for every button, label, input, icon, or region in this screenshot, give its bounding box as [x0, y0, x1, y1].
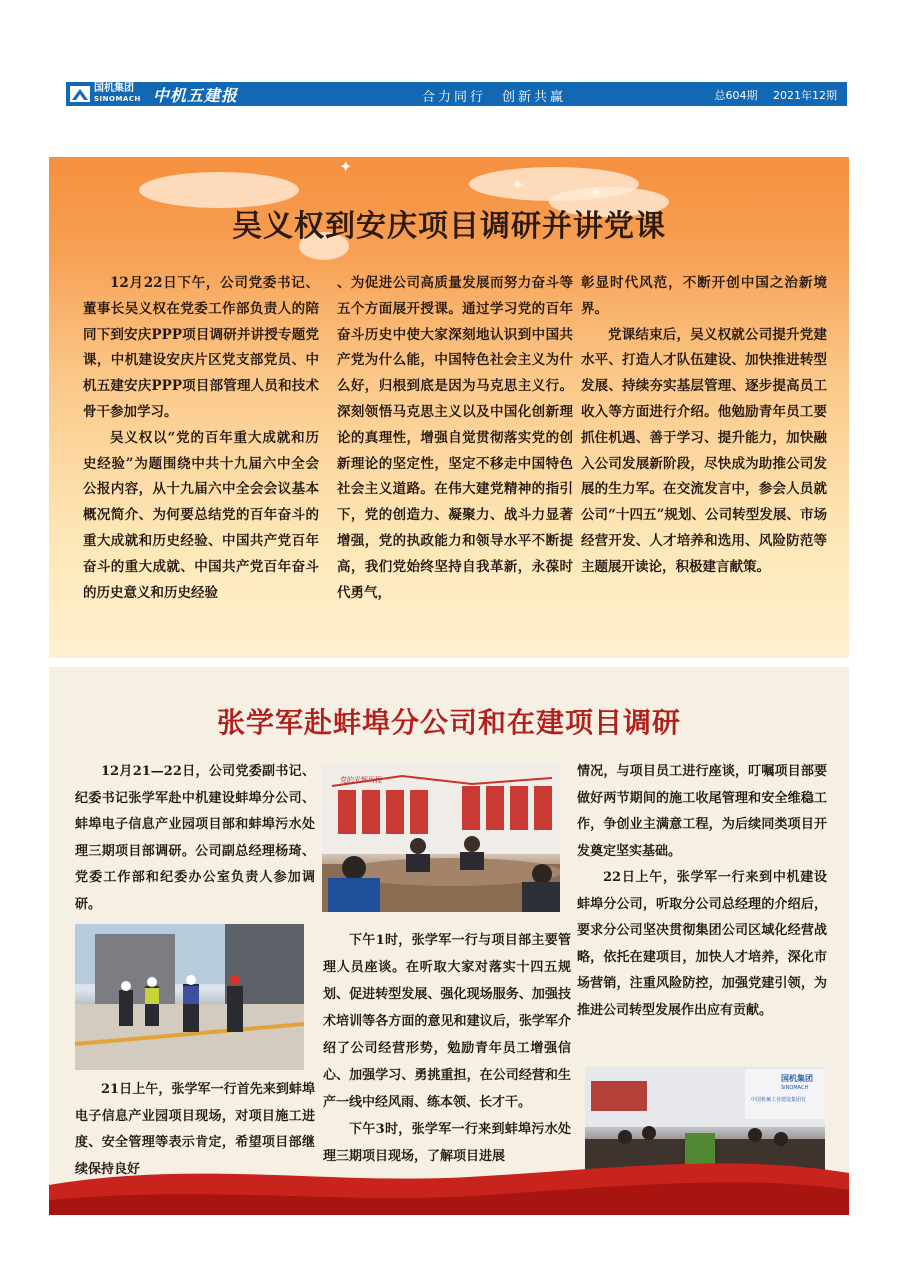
sparkle-icon: ✦	[589, 183, 603, 202]
article-title: 张学军赴蚌埠分公司和在建项目调研	[216, 706, 681, 739]
brand-name	[94, 84, 141, 104]
masthead	[66, 82, 847, 106]
paper-name: 中机五建报	[152, 85, 238, 105]
article-column	[577, 759, 827, 1024]
article-column	[581, 271, 827, 581]
brand-en: SINOMACH	[94, 95, 141, 103]
paragraph: 22日上午，张学军一行来到中机建设蚌埠分公司，听取分公司总经理的介绍后，要求分公司坚决贯彻集团公司区域化经营战略，依托在建项目，加快人才培养，深化市场营销，注重风险防控，加强党建引领，为推进公司转型发展作出应有贡献。	[577, 870, 827, 1018]
sparkle-icon: ✦	[339, 157, 353, 176]
site-visit-photo-image	[75, 924, 304, 1070]
paragraph: 下午1时，张学军一行与项目部主要管理人员座谈。在听取大家对落实十四五规划、促进转型发展、强化现场服务、加强技术培训等各方面的意见和建议后，张学军介绍了公司经营形势，勉励青年员工增强信心、加强学习、勇挑重担，在公司经营和生产一线中经风雨、练本领、长才干。	[323, 933, 571, 1110]
sparkle-icon: ✦	[511, 175, 525, 194]
paragraph: 党课结束后，吴义权就公司提升党建水平、打造人才队伍建设、加快推进转型发展、持续夯实基层管理、逐步提高员工收入等方面进行介绍。他勉励青年员工要抓住机遇、善于学习、提升能力，加快融入公司发展新阶段，尽快成为助推公司发展的生力军。在交流发言中，参会人员就公司“十四五”规划、公司转型发展、市场经营开发、人才培养和选用、风险防范等主题展开读论，积极建言献策。	[581, 326, 827, 575]
wall-sign-logo: 国机集团	[781, 1074, 813, 1083]
article-column	[337, 271, 573, 606]
brand-cn: 国机集团	[94, 83, 134, 94]
paragraph: 、为促进公司高质量发展而努力奋斗等五个方面展开授课。通过学习党的百年奋斗历史中使大家深刻地认识到中国共产党为什么能，中国特色社会主义为什么好，归根到底是因为马克思主义行。深刻领悟马克思主义以及中国化创新理论的真理性，增强自觉贯彻落实党的创新理论的坚定性，坚定不移走中国特色社会主义道路。在伟大建党精神的指引下，党的创造力、凝聚力、战斗力显著增强，党的执政能力和领导水平不断提高，我们党始终坚持自我革新，永葆时代勇气，	[337, 275, 573, 601]
issue-number: 总604期	[714, 89, 758, 102]
paragraph: 下午3时，张学军一行来到蚌埠污水处理三期项目现场，了解项目进展	[323, 1122, 571, 1164]
article-wu-yiquan	[49, 157, 849, 658]
paragraph: 12月21—22日，公司党委副书记、纪委书记张学军赴中机建设蚌埠分公司、蚌埠电子信息产业园项目部和蚌埠污水处理三期项目部调研。公司副总经理杨琦、党委工作部和纪委办公室负责人参加调研。	[75, 764, 315, 912]
wall-sign-company: 中国机械工业建设集团有	[751, 1097, 807, 1103]
paragraph: 情况，与项目员工进行座谈，叮嘱项目部要做好两节期间的施工收尾管理和安全维稳工作，争创业主满意工程，为后续同类项目开发奠定坚实基础。	[577, 764, 827, 859]
wall-sign-en: SINOMACH	[781, 1085, 809, 1091]
meeting-photo	[322, 764, 560, 912]
article-zhang-xuejun	[49, 667, 849, 1215]
paragraph: 12月22日下午，公司党委书记、董事长吴义权在党委工作部负责人的陪同下到安庆PPP项目调研并讲授专题党课，中机建设安庆片区党支部党员、中机五建安庆PPP项目部管理人员和技术骨干参加学习。	[83, 275, 319, 420]
wall-sign: 党的光辉历程	[340, 776, 382, 784]
sinomach-logo-icon	[70, 86, 90, 102]
bottom-wave-decoration	[49, 1145, 849, 1215]
site-visit-photo	[75, 924, 304, 1070]
issue-date: 2021年12期	[773, 89, 837, 102]
article-column	[75, 759, 315, 918]
issue-info	[703, 87, 838, 103]
paragraph: 21日上午，张学军一行首先来到蚌埠电子信息产业园项目现场，对项目施工进度、安全管理等表示肯定，希望项目部继续保持良好	[75, 1082, 315, 1177]
article-column	[83, 271, 319, 606]
article-title: 吴义权到安庆项目调研并讲党课	[232, 209, 666, 244]
article-column	[323, 927, 571, 1170]
slogan: 合力同行 创新共赢	[422, 90, 567, 105]
paragraph: 彰显时代风范，不断开创中国之治新境界。	[581, 275, 827, 317]
paragraph: 吴义权以“党的百年重大成就和历史经验”为题围绕中共十九届六中全会公报内容，从十九届六中全会会议基本概况简介、为何要总结党的百年奋斗的重大成就和历史经验、中国共产党百年奋斗的重大成就、中国共产党百年奋斗的历史意义和历史经验	[83, 429, 319, 601]
meeting-photo-image	[322, 764, 560, 912]
